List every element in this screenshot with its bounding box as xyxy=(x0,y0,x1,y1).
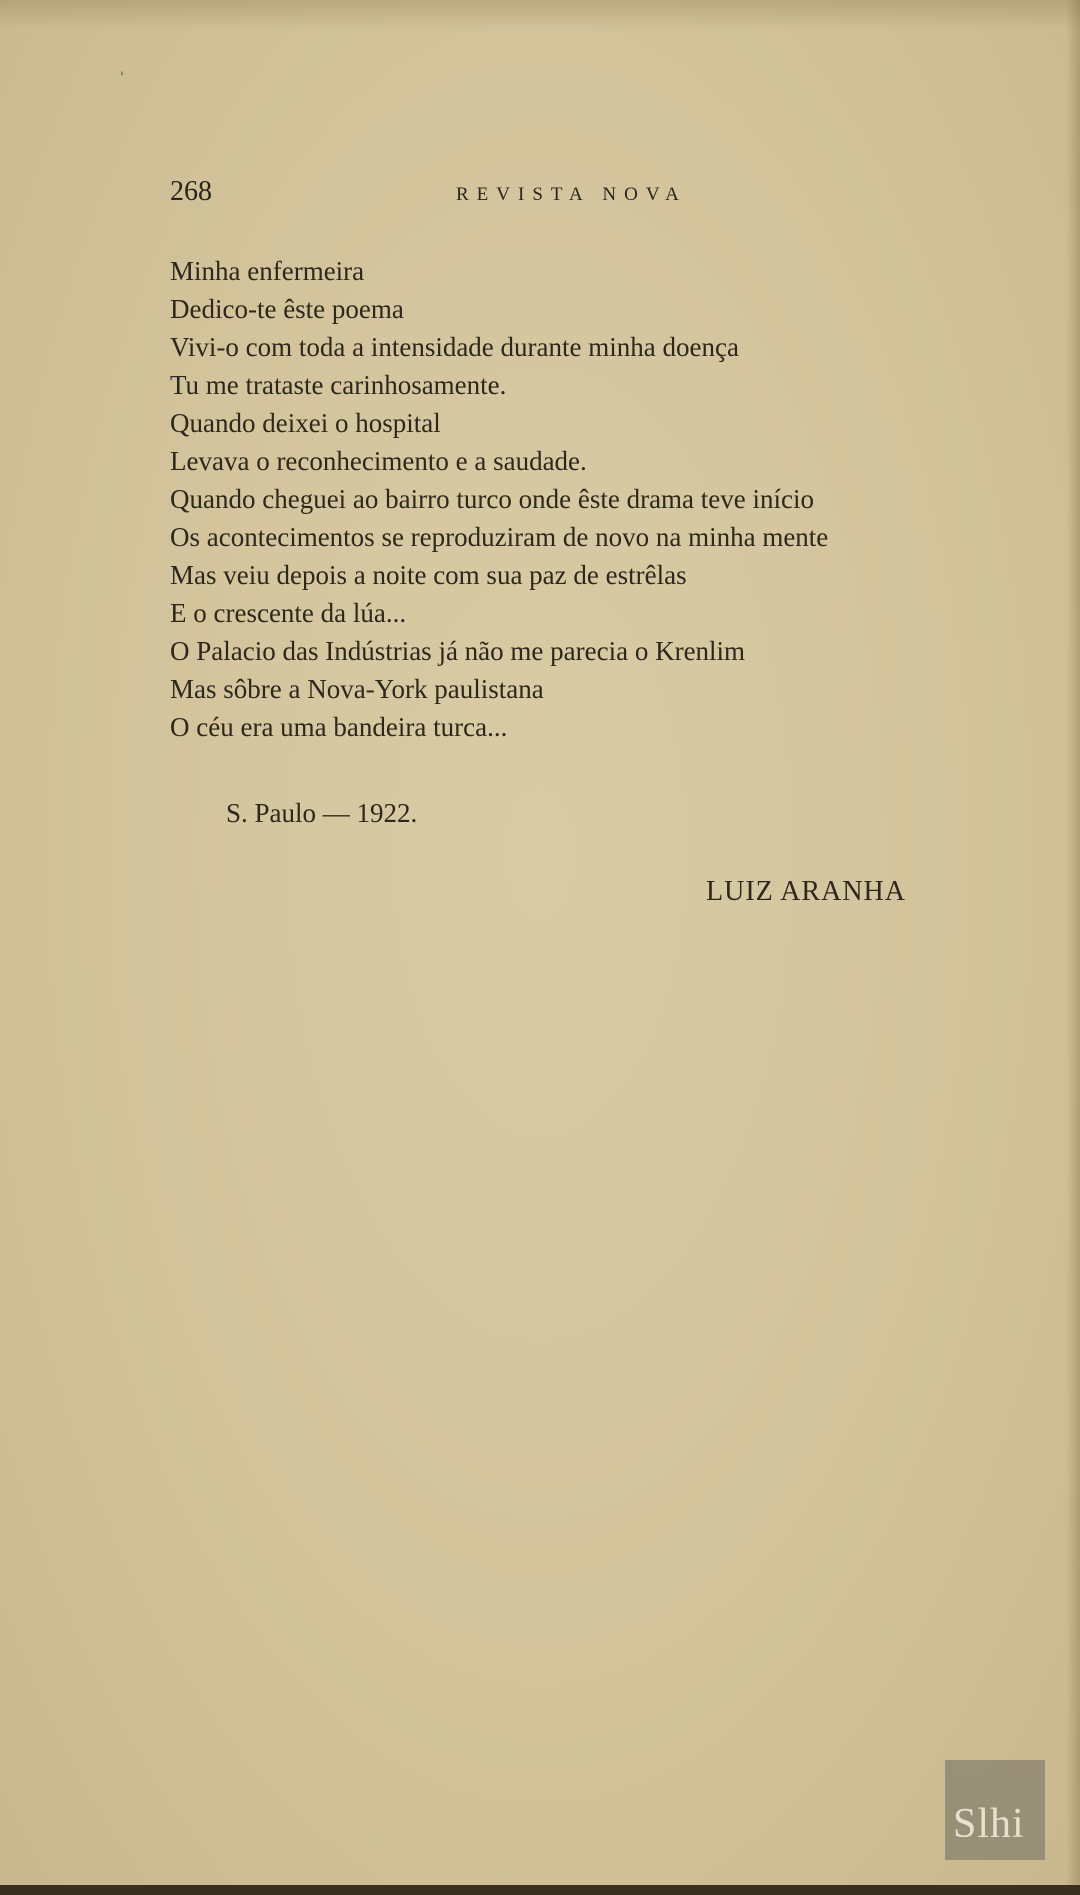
library-watermark-logo xyxy=(945,1760,1045,1860)
poem-line: Minha enfermeira xyxy=(170,256,365,286)
poem xyxy=(170,252,1030,746)
poem-line: O Palacio das Indústrias já não me parecia o Krenlim xyxy=(170,636,746,666)
poem-line: Os acontecimentos se reproduziram de novo na minha mente xyxy=(170,522,829,552)
page-right-shadow xyxy=(1066,0,1080,1895)
page-number: 268 xyxy=(170,176,212,207)
poem-line: Dedico-te êste poema xyxy=(170,294,404,324)
page-bottom-edge xyxy=(0,1885,1080,1895)
page-top-shadow xyxy=(0,0,1080,30)
running-title: REVISTA NOVA xyxy=(456,184,687,205)
poem-line: Tu me trataste carinhosamente. xyxy=(170,370,507,400)
watermark-text: Slhi xyxy=(953,1801,1025,1847)
poem-line: Quando deixei o hospital xyxy=(170,408,441,438)
poem-line: Levava o reconhecimento e a saudade. xyxy=(170,446,587,476)
scan-speck: ' xyxy=(120,70,124,86)
poem-line: Vivi-o com toda a intensidade durante minha doença xyxy=(170,332,739,362)
poem-line: Quando cheguei ao bairro turco onde êste drama teve início xyxy=(170,484,814,514)
place-and-date: S. Paulo — 1922. xyxy=(226,798,418,828)
page-header xyxy=(170,176,730,216)
poem-line: Mas veiu depois a noite com sua paz de estrêlas xyxy=(170,560,687,590)
poem-line: E o crescente da lúa... xyxy=(170,598,407,628)
poem-line: O céu era uma bandeira turca... xyxy=(170,712,508,742)
author-name: LUIZ ARANHA xyxy=(706,876,906,907)
poem-line: Mas sôbre a Nova-York paulistana xyxy=(170,674,544,704)
